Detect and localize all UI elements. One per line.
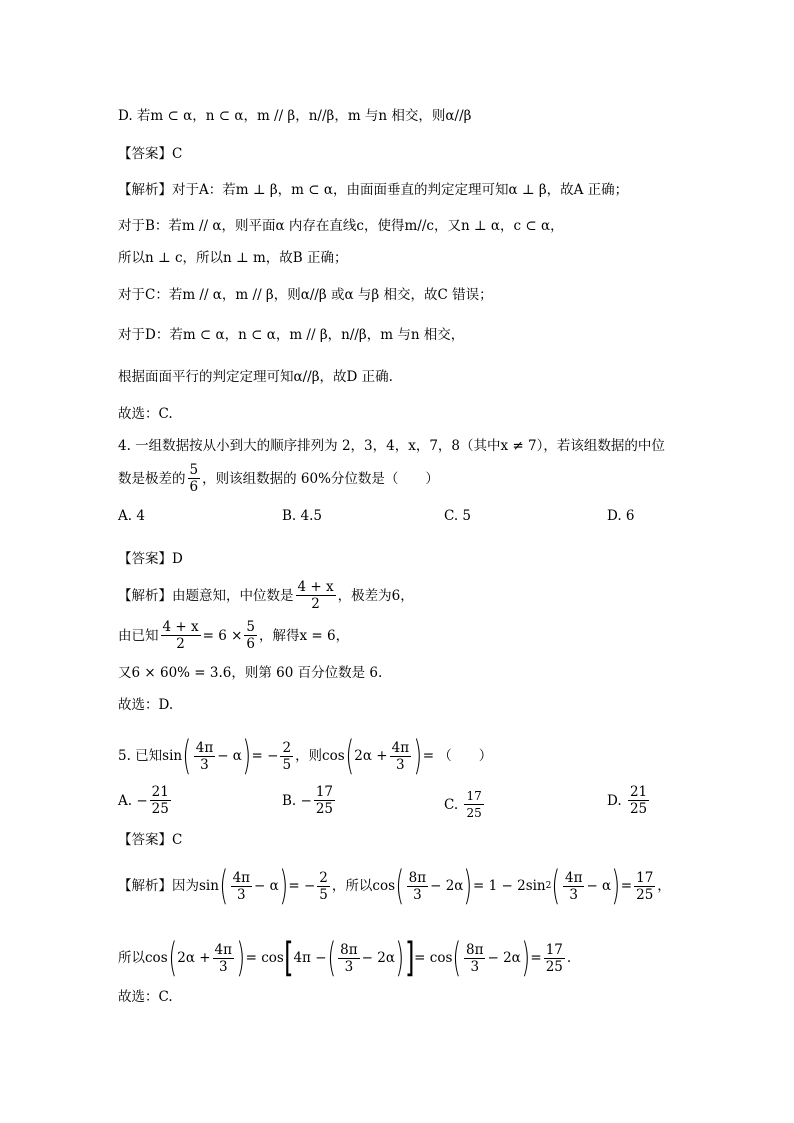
q4-option-b: B. 4.5 bbox=[282, 508, 322, 524]
fraction-numerator: 21 bbox=[151, 784, 169, 800]
right-paren: ) bbox=[413, 733, 423, 779]
fraction-numerator: 4 + x bbox=[162, 619, 199, 635]
q4-stem-pre: 数是极差的 bbox=[118, 470, 186, 487]
q4-a1-post: ，极差为6， bbox=[337, 587, 414, 604]
right-paren: ) bbox=[521, 935, 530, 981]
fraction-numerator: 4π bbox=[195, 739, 214, 756]
q5-a2-arg-fraction bbox=[213, 942, 234, 975]
q5-a2-arg2-post: − 2α bbox=[487, 950, 521, 966]
q4-answer: 【答案】D bbox=[118, 551, 183, 567]
q3-choice: 故选：C. bbox=[118, 406, 173, 422]
fraction-denominator: 3 bbox=[470, 958, 480, 975]
fraction-numerator: 4π bbox=[232, 869, 251, 886]
q5-a2-result-fraction bbox=[544, 942, 565, 975]
right-paren: ) bbox=[236, 935, 246, 981]
option-fraction bbox=[464, 788, 483, 821]
q5-stem-value-fraction bbox=[280, 740, 293, 773]
left-bracket: [ bbox=[283, 935, 294, 981]
fraction-numerator: 17 bbox=[545, 941, 563, 958]
q5-choice: 故选：C. bbox=[118, 989, 173, 1005]
q5-stem-post: = （ ） bbox=[422, 748, 493, 764]
fraction-numerator: 4π bbox=[391, 739, 410, 756]
left-paren: ( bbox=[345, 733, 354, 779]
q4-a2-fraction-2 bbox=[244, 619, 257, 652]
q5-a2-arg-pre: 2α + bbox=[177, 950, 211, 966]
left-paren: ( bbox=[327, 935, 336, 981]
q4-a1-pre: 【解析】由题意知，中位数是 bbox=[118, 587, 294, 604]
left-paren: ( bbox=[168, 935, 177, 981]
q5-a2-arg2-fraction bbox=[464, 942, 485, 975]
fraction-denominator: 3 bbox=[218, 958, 228, 975]
left-paren: ( bbox=[452, 935, 462, 981]
fraction-numerator: 17 bbox=[315, 784, 334, 800]
q5-a1-arg2-post: − 2α bbox=[430, 878, 464, 894]
fraction-denominator: 6 bbox=[189, 479, 199, 495]
q5-a1-eq3: = bbox=[620, 878, 633, 894]
q4-a2-post: ，解得x = 6， bbox=[259, 627, 350, 644]
fraction-numerator: 5 bbox=[246, 619, 255, 635]
q5-a1-arg3-post: − α bbox=[586, 878, 612, 894]
fraction-denominator: 25 bbox=[629, 801, 648, 817]
q3-analysis-d2: 根据面面平行的判定定理可知α//β，故D 正确. bbox=[118, 369, 393, 385]
q5-analysis-2 bbox=[118, 935, 572, 981]
q3-analysis-b1: 对于B：若m // α，则平面α 内存在直线c，使得m//c，又n ⊥ α，c ⊂ α， bbox=[118, 218, 564, 234]
q5-stem-mid: ，则cos bbox=[295, 748, 345, 764]
fraction-denominator: 5 bbox=[282, 756, 292, 773]
fraction-denominator: 3 bbox=[396, 756, 405, 773]
left-paren: ( bbox=[551, 863, 561, 909]
q3-answer: 【答案】C bbox=[118, 146, 183, 162]
right-paren: ) bbox=[242, 733, 252, 779]
option-fraction bbox=[314, 784, 335, 817]
fraction-denominator: 25 bbox=[545, 958, 563, 975]
q5-stem bbox=[118, 733, 493, 779]
q4-analysis-3: 又6 × 60% = 3.6，则第 60 百分位数是 6. bbox=[118, 665, 383, 681]
fraction-denominator: 6 bbox=[246, 636, 255, 652]
q5-a2-end: . bbox=[566, 950, 572, 966]
q4-a2-mid: = 6 × bbox=[202, 627, 243, 644]
q5-option-a bbox=[118, 784, 173, 817]
q5-a1-result-fraction bbox=[634, 870, 655, 903]
right-paren: ) bbox=[279, 863, 288, 909]
q5-analysis-1 bbox=[118, 863, 671, 909]
right-bracket: ] bbox=[404, 935, 415, 981]
q3-option-d: D. 若m ⊂ α，n ⊂ α，m // β，n//β，m 与n 相交，则α//β bbox=[118, 108, 472, 124]
fraction-numerator: 21 bbox=[629, 784, 648, 800]
fraction-numerator: 5 bbox=[189, 462, 199, 478]
q5-a1-pre: 【解析】因为sin bbox=[118, 878, 219, 894]
q4-option-c: C. 5 bbox=[444, 508, 472, 524]
q4-stem-fraction bbox=[188, 462, 201, 495]
q5-a2-inner-post: − 2α bbox=[361, 950, 395, 966]
fraction-denominator: 25 bbox=[636, 886, 654, 903]
q5-a1-mid: ，所以cos bbox=[331, 878, 396, 894]
q5-a2-eq2: = cos bbox=[414, 950, 453, 966]
fraction-numerator: 17 bbox=[466, 789, 482, 803]
fraction-numerator: 4π bbox=[214, 941, 233, 958]
q5-a2-inner: 4π − bbox=[293, 950, 327, 966]
fraction-numerator: 2 bbox=[319, 869, 328, 886]
fraction-numerator: 4 + x bbox=[297, 579, 334, 595]
q4-a2-pre: 由已知 bbox=[118, 627, 159, 644]
q5-a1-square: 2 bbox=[545, 881, 552, 891]
right-paren: ) bbox=[463, 863, 473, 909]
q5-stem-arg2-fraction bbox=[390, 740, 411, 773]
fraction-numerator: 17 bbox=[636, 869, 654, 886]
fraction-denominator: 2 bbox=[311, 596, 320, 612]
q5-a1-arg3-fraction bbox=[563, 870, 584, 903]
q5-a1-arg2-fraction bbox=[407, 870, 428, 903]
fraction-denominator: 25 bbox=[466, 806, 482, 820]
option-fraction bbox=[628, 784, 649, 817]
left-paren: ( bbox=[182, 733, 192, 779]
right-paren: ) bbox=[611, 863, 621, 909]
q5-a1-eq: = − bbox=[288, 878, 316, 894]
q3-analysis-c: 对于C：若m // α，m // β，则α//β 或α 与β 相交，故C 错误； bbox=[118, 287, 493, 303]
fraction-denominator: 3 bbox=[200, 756, 209, 773]
q4-choice: 故选：D. bbox=[118, 697, 174, 713]
q5-a2-inner-fraction bbox=[338, 942, 359, 975]
fraction-denominator: 3 bbox=[569, 886, 579, 903]
q5-answer: 【答案】C bbox=[118, 832, 183, 848]
q4-analysis-2 bbox=[118, 619, 349, 652]
option-sign: − bbox=[136, 792, 148, 809]
q3-analysis-b2: 所以n ⊥ c，所以n ⊥ m，故B 正确； bbox=[118, 250, 348, 266]
fraction-denominator: 3 bbox=[344, 958, 354, 975]
q5-stem-eq: = − bbox=[251, 748, 279, 764]
fraction-numerator: 8π bbox=[340, 941, 358, 958]
fraction-denominator: 5 bbox=[319, 886, 328, 903]
fraction-denominator: 25 bbox=[315, 801, 334, 817]
q5-stem-arg2-pre: 2α + bbox=[354, 748, 388, 764]
option-label: D. bbox=[607, 792, 622, 809]
fraction-denominator: 25 bbox=[151, 801, 169, 817]
q4-a1-fraction bbox=[296, 579, 336, 612]
fraction-denominator: 2 bbox=[176, 636, 185, 652]
q4-stem-post: ，则该组数据的 60%分位数是（ ） bbox=[202, 470, 439, 487]
q5-a1-comma: ， bbox=[657, 878, 671, 894]
q4-stem-line2 bbox=[118, 462, 439, 495]
right-paren: ) bbox=[395, 935, 405, 981]
q4-option-a: A. 4 bbox=[118, 508, 145, 524]
fraction-numerator: 8π bbox=[408, 869, 427, 886]
fraction-numerator: 4π bbox=[564, 869, 583, 886]
q4-analysis-1 bbox=[118, 579, 414, 612]
option-label: B. bbox=[282, 792, 297, 809]
q5-option-b bbox=[282, 784, 337, 817]
q3-analysis-a: 【解析】对于A：若m ⊥ β，m ⊂ α，由面面垂直的判定定理可知α ⊥ β，故A 正确； bbox=[118, 182, 629, 198]
fraction-denominator: 3 bbox=[413, 886, 422, 903]
option-label: A. bbox=[118, 792, 133, 809]
fraction-numerator: 8π bbox=[466, 941, 484, 958]
q5-a1-eq2: = 1 − 2sin bbox=[473, 878, 546, 894]
left-paren: ( bbox=[395, 863, 405, 909]
q5-stem-pre: 5. 已知sin bbox=[118, 748, 183, 764]
q5-option-c bbox=[444, 788, 486, 821]
q4-stem-line1: 4. 一组数据按从小到大的顺序排列为 2，3，4，x，7，8（其中x ≠ 7），若该组数据的中位 bbox=[118, 438, 665, 454]
q5-option-d bbox=[607, 784, 651, 817]
option-label: C. bbox=[444, 796, 459, 813]
q5-stem-arg-fraction bbox=[194, 740, 215, 773]
q4-option-d: D. 6 bbox=[607, 508, 635, 524]
fraction-denominator: 3 bbox=[237, 886, 246, 903]
q5-a2-pre: 所以cos bbox=[118, 950, 168, 966]
q4-a2-fraction-1 bbox=[161, 619, 201, 652]
q5-stem-arg-post: − α bbox=[217, 748, 242, 764]
q5-a1-arg-fraction bbox=[231, 870, 252, 903]
q3-analysis-d1: 对于D：若m ⊂ α，n ⊂ α，m // β，n//β，m 与n 相交， bbox=[118, 327, 465, 343]
fraction-numerator: 2 bbox=[282, 739, 292, 756]
q5-a1-arg-post: − α bbox=[254, 878, 279, 894]
left-paren: ( bbox=[219, 863, 229, 909]
q5-a2-eq3: = bbox=[530, 950, 542, 966]
option-fraction bbox=[150, 784, 171, 817]
option-sign: − bbox=[300, 792, 312, 809]
q5-a2-eq1: = cos bbox=[245, 950, 284, 966]
q5-a1-value-fraction bbox=[317, 870, 330, 903]
